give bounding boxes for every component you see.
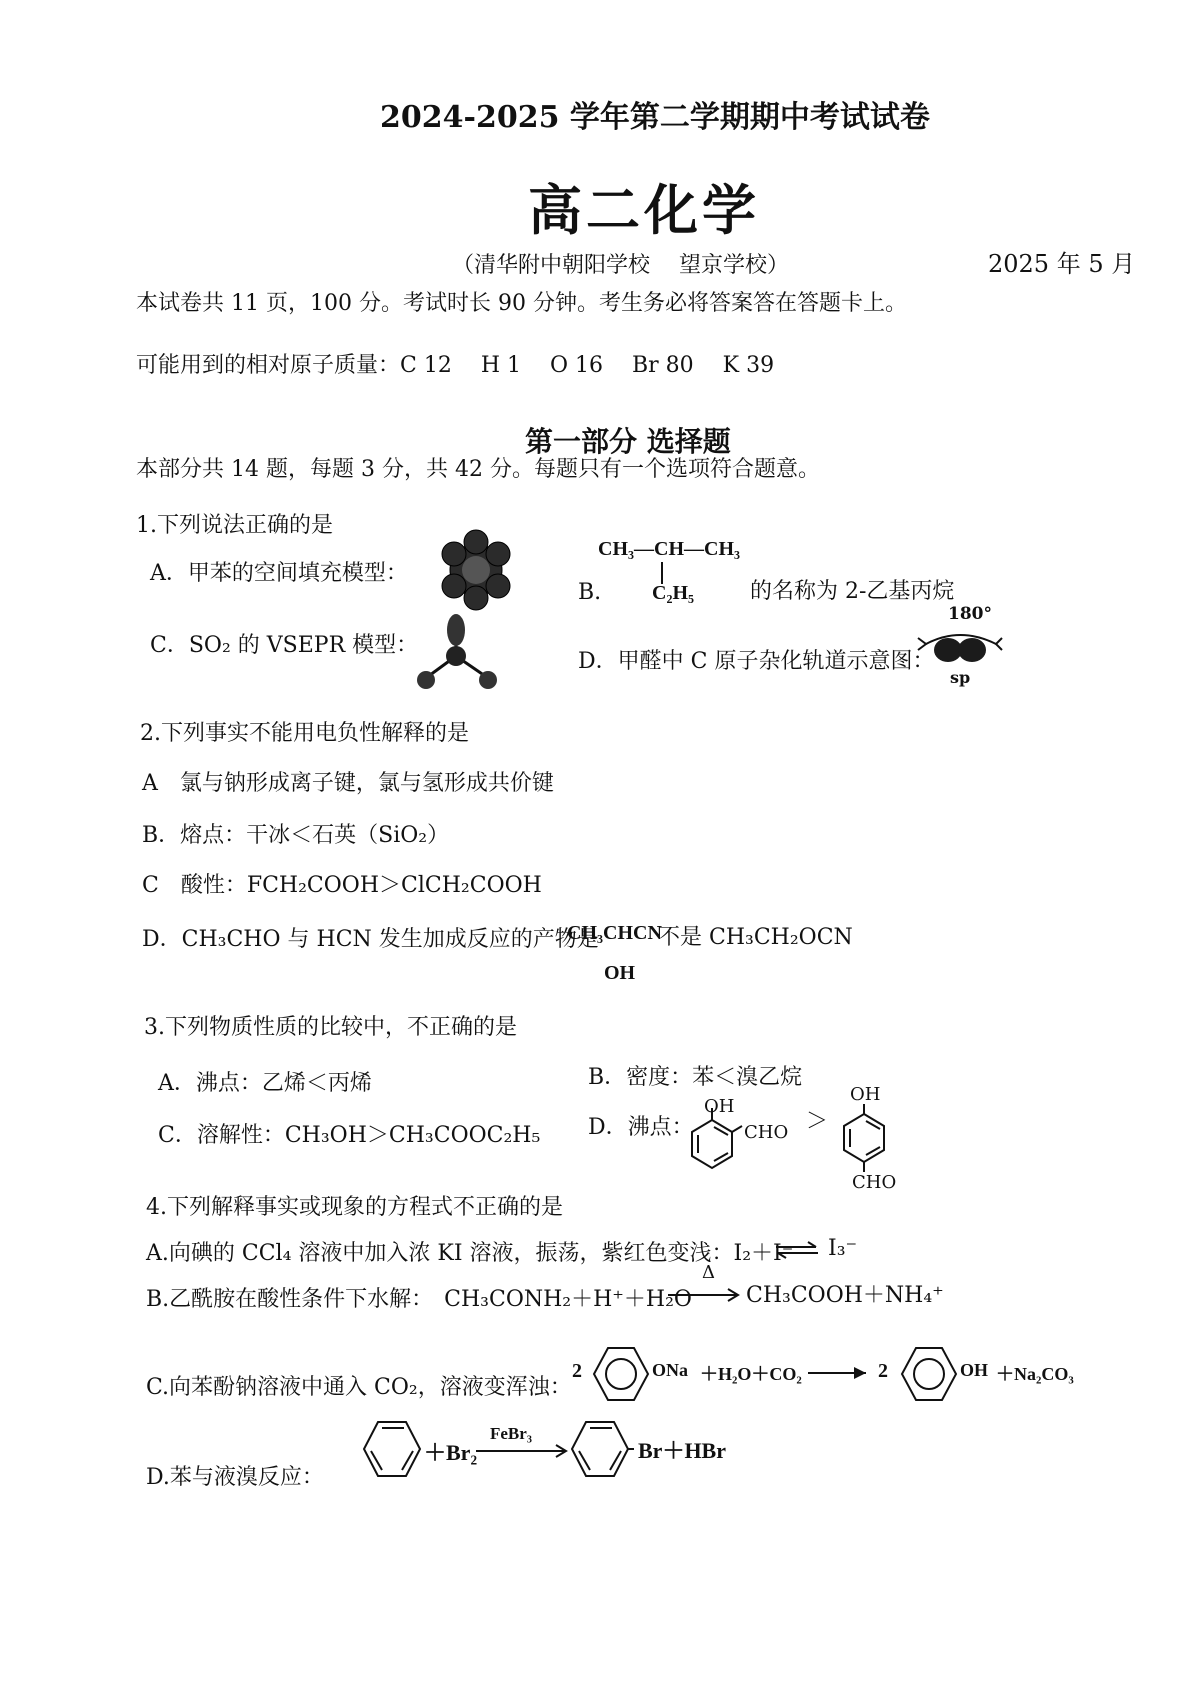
q2-stem: 2.下列事实不能用电负性解释的是 — [140, 721, 469, 746]
benzene-ring-d2 — [568, 1418, 634, 1480]
reaction-arrow-b — [666, 1288, 742, 1302]
toluene-space-filling-model — [434, 528, 518, 612]
branch-bond — [660, 562, 664, 584]
q4-option-b: B.乙酰胺在酸性条件下水解： CH₃CONH₂＋H⁺＋H₂O — [146, 1287, 692, 1312]
q3-stem: 3.下列物质性质的比较中，不正确的是 — [144, 1015, 517, 1040]
subject-title: 高二化学 — [528, 178, 760, 242]
exam-date: 2025 年 5 月 — [988, 250, 1136, 278]
q3-d-comparison: ＞ — [806, 1109, 829, 1134]
q3-d-cho-1: CHO — [744, 1122, 789, 1143]
reaction-arrow-d — [474, 1444, 570, 1458]
so2-vsepr-model — [408, 612, 504, 696]
q4-a-product: I₃⁻ — [828, 1236, 858, 1261]
benzene-ring-c2 — [898, 1344, 960, 1404]
sp-orbital-diagram — [912, 626, 1008, 670]
q2-d-product: CH₃CHCN — [567, 922, 662, 944]
q1-d-angle: 180° — [948, 604, 992, 624]
q4-b-product: CH₃COOH＋NH₄⁺ — [746, 1283, 944, 1308]
atomic-masses: 可能用到的相对原子质量：C 12 H 1 O 16 Br 80 K 39 — [136, 353, 775, 378]
q4-c-reagents: ＋H₂O＋CO₂ — [700, 1364, 802, 1384]
q4-option-c: C.向苯酚钠溶液中通入 CO₂，溶液变浑浊： — [146, 1375, 572, 1400]
q4-c-coefficient-2: 2 — [878, 1360, 888, 1382]
q4-c-coefficient: 2 — [572, 1360, 582, 1382]
q4-d-product: Br＋HBr — [638, 1438, 726, 1463]
q3-d-oh-1: OH — [704, 1096, 735, 1117]
q2-d-tail: 不是 CH₃CH₂OCN — [658, 925, 853, 950]
q2-option-a: A 氯与钠形成离子键，氯与氢形成共价键 — [142, 771, 554, 796]
q2-option-b: B．熔点：干冰＜石英（SiO₂） — [142, 823, 450, 848]
q4-d-bromine: ＋Br₂ — [424, 1440, 478, 1465]
q1-option-a: A．甲苯的空间填充模型： — [150, 561, 408, 586]
section-title: 第一部分 选择题 — [525, 425, 731, 458]
q1-b-structure-top: CH₃—CH—CH₃ — [598, 538, 740, 560]
exam-info: 本试卷共 11 页，100 分。考试时长 90 分钟。考生务必将答案答在答题卡上。 — [136, 291, 907, 316]
q3-option-b: B．密度：苯＜溴乙烷 — [588, 1065, 803, 1090]
q3-option-a: A．沸点：乙烯＜丙烯 — [158, 1071, 372, 1096]
q4-c-oh: OH — [960, 1360, 989, 1380]
q3-d-oh-2: OH — [850, 1084, 881, 1105]
q3-option-d: D．沸点： — [588, 1115, 694, 1140]
reaction-arrow-c — [806, 1366, 870, 1380]
exam-title: 2024-2025 学年第二学期期中考试试卷 — [380, 100, 930, 135]
q1-option-d: D．甲醛中 C 原子杂化轨道示意图： — [578, 649, 935, 674]
q1-option-c: C．SO₂ 的 VSEPR 模型： — [150, 633, 419, 658]
q3-d-cho-2: CHO — [852, 1172, 897, 1193]
q1-b-structure-sub: C₂H₅ — [652, 582, 694, 604]
p-hydroxybenzaldehyde-structure — [836, 1100, 896, 1180]
q4-option-a: A.向碘的 CCl₄ 溶液中加入浓 KI 溶液，振荡，紫红色变浅：I₂＋I⁻ — [146, 1241, 794, 1266]
q3-option-c: C．溶解性：CH₃OH＞CH₃COOC₂H₅ — [158, 1123, 541, 1148]
q2-d-oh: OH — [604, 962, 636, 984]
q1-stem: 1.下列说法正确的是 — [136, 513, 333, 538]
q4-option-d: D.苯与液溴反应： — [146, 1465, 324, 1490]
q1-option-b-text: 的名称为 2-乙基丙烷 — [750, 579, 955, 604]
q4-d-catalyst: FeBr₃ — [490, 1424, 532, 1443]
section-instructions: 本部分共 14 题，每题 3 分，共 42 分。每题只有一个选项符合题意。 — [136, 457, 820, 482]
q2-option-c: C 酸性：FCH₂COOH＞ClCH₂COOH — [142, 873, 542, 898]
q4-c-tail: ＋Na₂CO₃ — [996, 1364, 1074, 1384]
benzene-ring-d1 — [360, 1418, 426, 1480]
benzene-ring-c1 — [590, 1344, 652, 1404]
equilibrium-arrow — [774, 1242, 820, 1258]
q1-d-orbital-label: sp — [950, 668, 971, 687]
school-names: （清华附中朝阳学校 望京学校） — [452, 253, 789, 278]
q1-option-b-label: B. — [578, 580, 602, 605]
q4-c-ona: ONa — [652, 1360, 688, 1380]
q4-stem: 4.下列解释事实或现象的方程式不正确的是 — [146, 1195, 563, 1220]
q4-b-condition: Δ — [702, 1262, 715, 1283]
q2-option-d: D．CH₃CHO 与 HCN 发生加成反应的产物是 — [142, 927, 599, 952]
